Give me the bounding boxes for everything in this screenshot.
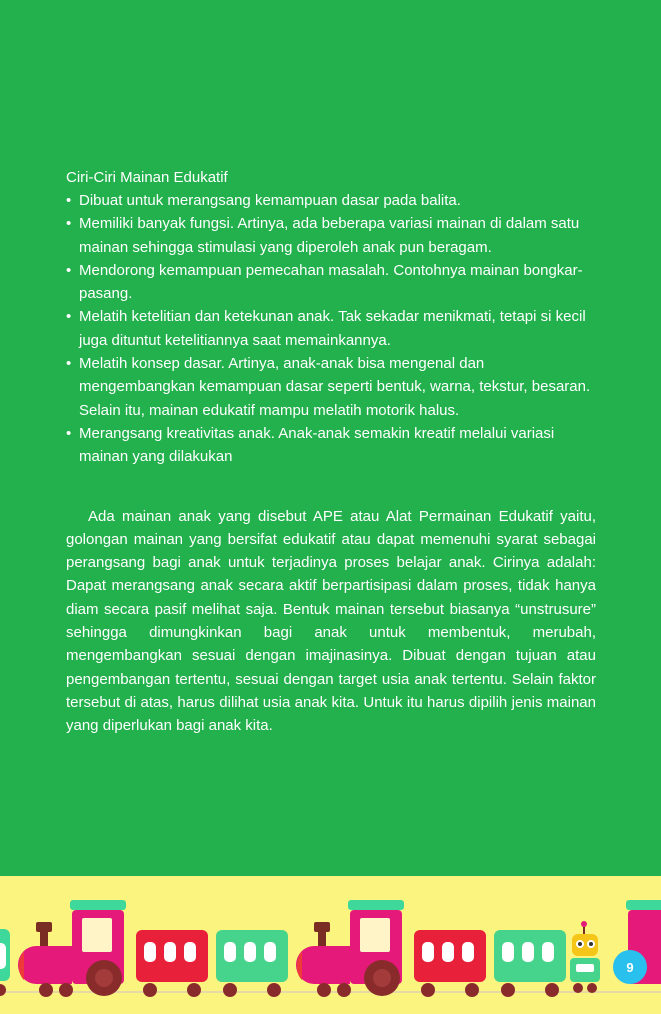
train-car-icon (0, 929, 10, 996)
bullet-icon: • (66, 215, 72, 233)
train-illustration (0, 876, 661, 1014)
train-engine-icon (18, 900, 126, 997)
section-heading: Ciri-Ciri Mainan Edukatif (66, 169, 228, 186)
bullet-icon: • (66, 308, 72, 326)
train-engine-icon (296, 900, 404, 997)
bullet-icon: • (66, 355, 72, 373)
bullet-icon: • (66, 261, 72, 279)
bullet-icon: • (66, 192, 72, 209)
train-car-icon (136, 930, 208, 997)
train-car-icon (494, 930, 566, 997)
train-footer-band (0, 876, 661, 1014)
main-text-block (66, 166, 596, 753)
train-car-icon (414, 930, 486, 997)
robot-icon (570, 921, 600, 993)
list-item: • Merangsang kreativitas anak. Anak-anak semakin kreatif melalui variasi mainan yang dilakukan (66, 422, 596, 469)
list-item: • Memiliki banyak fungsi. Artinya, ada beberapa variasi mainan di dalam satu mainan sehingga stimulasi yang diperoleh anak pun beragam. (66, 212, 596, 259)
list-item: • Melatih konsep dasar. Artinya, anak-anak bisa mengenal dan mengembangkan kemampuan dasar seperti bentuk, warna, tekstur, besaran. Selain itu, mainan edukatif mampu melatih motorik halus. (66, 352, 596, 422)
body-paragraph: Ada mainan anak yang disebut APE atau Alat Permainan Edukatif yaitu, golongan mainan yang bersifat edukatif atau dapat memenuhi syarat sebagai perangsang bagi anak untuk terjadinya proses belajar anak. Cirinya adalah: Dapat merangsang anak secara aktif berpartisipasi dalam proses, tidak hanya diam secara pasif melihat saja. Bentuk mainan tersebut biasanya “unstrusure” sehingga dimungkinkan bagi anak untuk membentuk, merubah, mengembangkan sesuai dengan imajinasinya. Dibuat dengan tujuan atau pengembangan tertentu, sesuai dengan target usia anak tertentu. Selain faktor tersebut di atas, harus dilihat usia anak kita. Untuk itu harus dipilih jenis mainan yang diperlukan bagi anak kita. (66, 507, 596, 735)
list-item: • Dibuat untuk merangsang kemampuan dasar pada balita. (66, 189, 596, 212)
train-car-icon (216, 930, 288, 997)
bullet-icon: • (66, 424, 72, 442)
page-number-badge: 9 (613, 950, 647, 984)
list-item: • Melatih ketelitian dan ketekunan anak. Tak sekadar menikmati, tetapi si kecil juga dituntut ketelitiannya saat memainkannya. (66, 305, 596, 352)
list-item: • Mendorong kemampuan pemecahan masalah. Contohnya mainan bongkar-pasang. (66, 259, 596, 306)
features-list (66, 189, 596, 469)
